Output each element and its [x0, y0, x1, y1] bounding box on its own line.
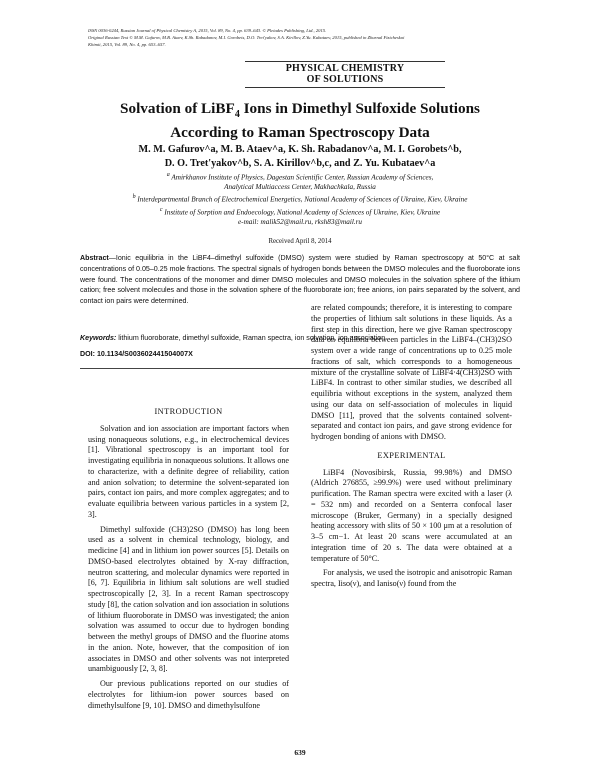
affiliation-c	[55, 205, 545, 217]
introduction-heading: INTRODUCTION	[154, 407, 223, 416]
keywords-label: Keywords:	[80, 334, 117, 342]
authors-line-1: M. M. Gafurov^a, M. B. Ataev^a, K. Sh. Rabadanov^a, M. I. Gorobets^b,	[138, 144, 462, 155]
journal-section-line-2: OF SOLUTIONS	[306, 74, 384, 85]
doi[interactable]: DOI: 10.1134/S003602441504007X	[80, 350, 193, 358]
title-line-1-start: Solvation of LiBF	[120, 100, 235, 117]
affiliation-b	[55, 192, 545, 204]
left-column	[88, 407, 289, 711]
header-meta-line-3: Khimii, 2015, Vol. 89, No. 4, pp. 653–657.	[88, 42, 166, 47]
author-list	[60, 143, 540, 171]
affiliation-a-mark: a	[166, 172, 170, 178]
title-line-1	[60, 100, 540, 124]
contact-email[interactable]: e-mail: malik52@mail.ru, rksh83@mail.ru	[237, 218, 363, 227]
affiliation-b-mark: b	[132, 194, 136, 201]
section-rule-bottom	[245, 87, 445, 88]
abstract-text: —Ionic equilibria in the LiBF4–dimethyl sulfoxide (DMSO) system were studied by Raman spectroscopy at 50°C at salt concentrations of 0.05–0.25 mole fractions. The spectral signals of hydrogen bonds between the DMSO molecules and the fluoroborate ions were found. The concentrations of the monomer and dimer DMSO molecules and DMSO molecules in the solvation sphere of the lithium cation; free solvent molecules and those in the solvation sphere of the fluoroborate ion; free anions, ion pairs separated by the solvent, and contact ion pairs were determined.	[80, 254, 520, 306]
experimental-paragraph-1: LiBF4 (Novosibirsk, Russia, 99.98%) and DMSO (Aldrich 276855, ≥99.9%) were used without preliminary purification. The Raman spectra were excited with a laser (λ = 532 nm) and recorded on a Senterra confocal laser microscope (Bruker, Germany) in a specially designed heating accessory with slits of 50 × 100 μm at a resolution of 3–5 cm−1. At least 20 scans were accumulated at an integration time of 20 s. The data were obtained at a temperature of 50°C.	[311, 467, 512, 563]
page-number: 639	[294, 748, 306, 757]
affiliation-c-mark: c	[159, 206, 163, 213]
journal-section-heading	[245, 63, 445, 85]
header-metadata	[88, 27, 533, 48]
abstract-label: Abstract	[80, 254, 109, 262]
affiliation-a-line-2: Analytical Multiaccess Center, Makhachkala, Russia	[224, 183, 376, 192]
journal-section-line-1: PHYSICAL CHEMISTRY	[285, 63, 405, 74]
right-column	[311, 303, 512, 590]
keywords-text: lithium fluoroborate, dimethyl sulfoxide, Raman spectra, ion solvation, ion association.	[116, 334, 388, 342]
article-title	[60, 100, 540, 142]
authors-line-2: D. O. Tret'yakov^b, S. A. Kirillov^b,c, and Z. Yu. Kubataev^a	[164, 158, 436, 169]
title-subscript: 4	[234, 109, 240, 121]
affiliation-a-line-1	[55, 170, 545, 182]
introduction-paragraph-1: Solvation and ion association are important factors when using nonaqueous solutions, e.g., in electrochemical devices [1]. Vibrational spectroscopy is an important tool for investigating equilibria in nonaqueous solutions. It allows one to characterize, with a definite degree of reliability, cation and anion solvation; to determine the solvent-separated ion pairs, contact ion pairs, and more complex aggregates; and to evaluate equilibria between various particles in a system [2, 3].	[88, 423, 289, 519]
affiliation-c-text: Institute of Sorption and Endoecology, National Academy of Sciences of Ukraine, Kiev, Ukraine	[164, 208, 441, 217]
introduction-paragraph-2: Dimethyl sulfoxide (CH3)2SO (DMSO) has long been used as a solvent in chemical technology, biology, and medicine [4] and in lithium ion power sources [5]. Details on DMSO-based electrolytes obtained by X-ray diffraction, neutron scattering, and molecular dynamics were reported in [6, 7]. Equilibria in lithium salt solutions are well studied spectroscopically [2, 3]. In a recent Raman spectroscopy study [8], the cation solvation and ion association in solutions of lithium fluoroborate in DMSO was investigated; the anion solvation was assumed to occur due to hydrogen bonding between the methyl groups of DMSO and the fluorine atoms in the anion. Note, however, that the composition of ion associates in DMSO and other solvents was not interpreted unambiguously [2, 3, 8].	[88, 524, 289, 674]
section-rule-top	[245, 61, 445, 62]
affiliation-b-text: Interdepartmental Branch of Electrochemical Energetics, National Academy of Sciences of Ukraine, Kiev, Ukraine	[137, 195, 468, 204]
affiliations	[55, 170, 545, 227]
header-meta-line-2: Original Russian Text © M.M. Gafurov, M.B. Ataev, K.Sh. Rabadanov, M.I. Gorobets, D.O. Tret'yakov, S.A. Kirillov, Z.Yu. Kubataev, 2015, published in Zhurnal Fizicheskoi	[88, 35, 405, 40]
title-line-1-end: Ions in Dimethyl Sulfoxide Solutions	[239, 100, 480, 117]
experimental-heading: EXPERIMENTAL	[377, 450, 446, 460]
affiliation-a-text: Amirkhanov Institute of Physics, Dagestan Scientific Center, Russian Academy of Sciences,	[171, 173, 434, 182]
title-line-2: According to Raman Spectroscopy Data	[170, 124, 430, 142]
introduction-paragraph-3: Our previous publications reported on our studies of electrolytes for lithium-ion power sources based on dimethylsulfone [9, 10]. DMSO and dimethylsulfone	[88, 679, 289, 710]
header-meta-line-1: ISSN 0036-0244, Russian Journal of Physical Chemistry A, 2015, Vol. 89, No. 4, pp. 639–643. © Pleiades Publishing, Ltd., 2015.	[88, 28, 327, 33]
abstract	[80, 253, 520, 307]
received-date: Received April 8, 2014	[268, 238, 332, 245]
experimental-paragraph-2: For analysis, we used the isotropic and anisotropic Raman spectra, Iiso(ν), and Ianiso(ν) found from the	[311, 568, 512, 588]
right-column-paragraph-1: are related compounds; therefore, it is interesting to compare the properties of lithium salt solutions in these liquids. As a first step in this direction, here we give Raman spectroscopy data on equilibria between particles in the LiBF4–(CH3)2SO system over a wide range of concentrations up to 0.25 mole fractions of salt, which corresponds to a homogeneous mixture of the crystalline solvate of LiBF4·4(CH3)2SO with LiBF4. In contrast to other similar studies, we described all equilibria without exceptions in the system, analyzed them using our data on self-association of molecules in liquid DMSO [11], proved that the solvents contained solvent-separated and contact ion pairs, and gave strong evidence for hydrogen bonding of anions with DMSO.	[311, 303, 512, 441]
